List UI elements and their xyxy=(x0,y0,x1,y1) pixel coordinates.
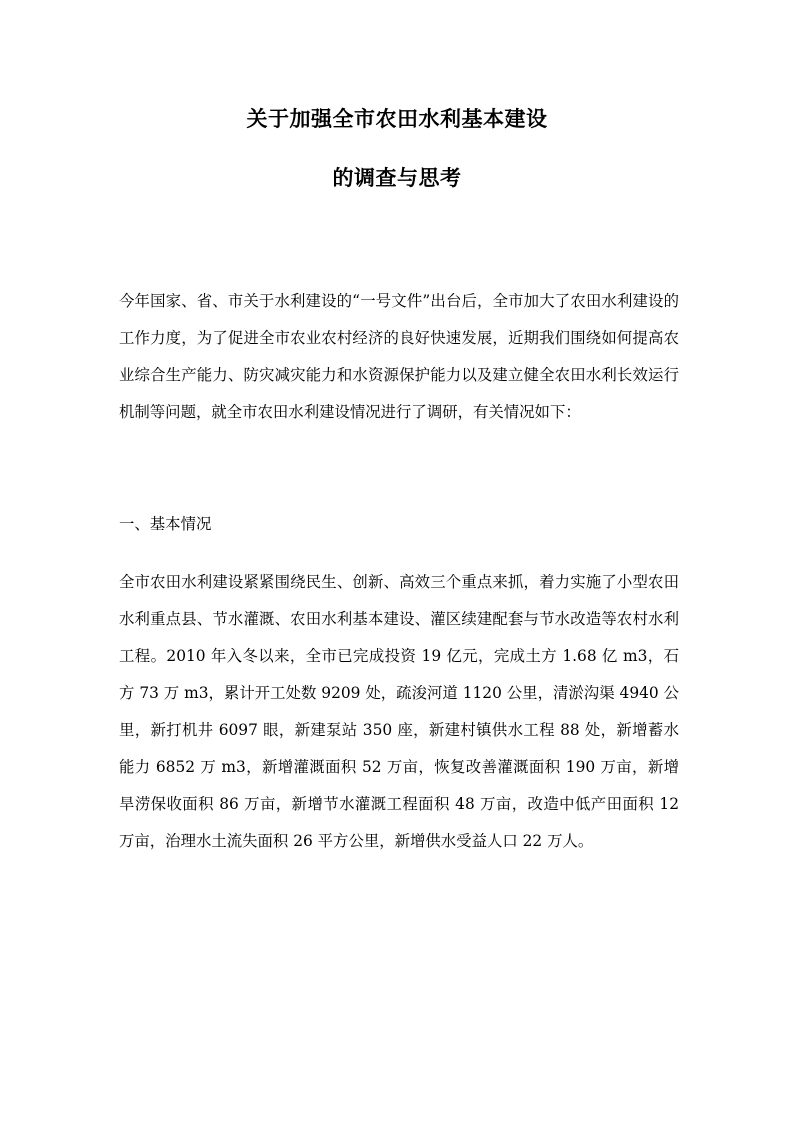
document-title-line-2: 的调查与思考 xyxy=(332,166,462,190)
section-paragraph-basic-situation: 全市农田水利建设紧紧围绕民生、创新、高效三个重点来抓，着力实施了小型农田水利重点县、节水灌溉、农田水利基本建设、灌区续建配套与节水改造等农村水利工程。2010 年入冬以来，全市已完成投资 19 亿元，完成土方 1.68 亿 m3，石方 73 万 m3，累计开工处数 9209 处，疏浚河道 1120 公里，清淤沟渠 4940 公里，新打机井 6097 眼，新建泵站 350 座，新建村镇供水工程 88 处，新增蓄水能力 6852 万 m3，新增灌溉面积 52 万亩，恢复改善灌溉面积 190 万亩，新增旱涝保收面积 86 万亩，新增节水灌溉工程面积 48 万亩，改造中低产田面积 12 万亩，治理水土流失面积 26 平方公里，新增供水受益人口 22 万人。 xyxy=(119,573,679,850)
section-heading-basic-situation: 一、基本情况 xyxy=(119,515,212,533)
intro-paragraph: 今年国家、省、市关于水利建设的“一号文件”出台后，全市加大了农田水利建设的工作力度，为了促进全市农业农村经济的良好快速发展，近期我们围绕如何提高农业综合生产能力、防灾减灾能力和水资源保护能力以及建立健全农田水利长效运行机制等问题，就全市农田水利建设情况进行了调研，有关情况如下： xyxy=(119,292,679,421)
document-title-line-1: 关于加强全市农田水利基本建设 xyxy=(246,107,548,131)
